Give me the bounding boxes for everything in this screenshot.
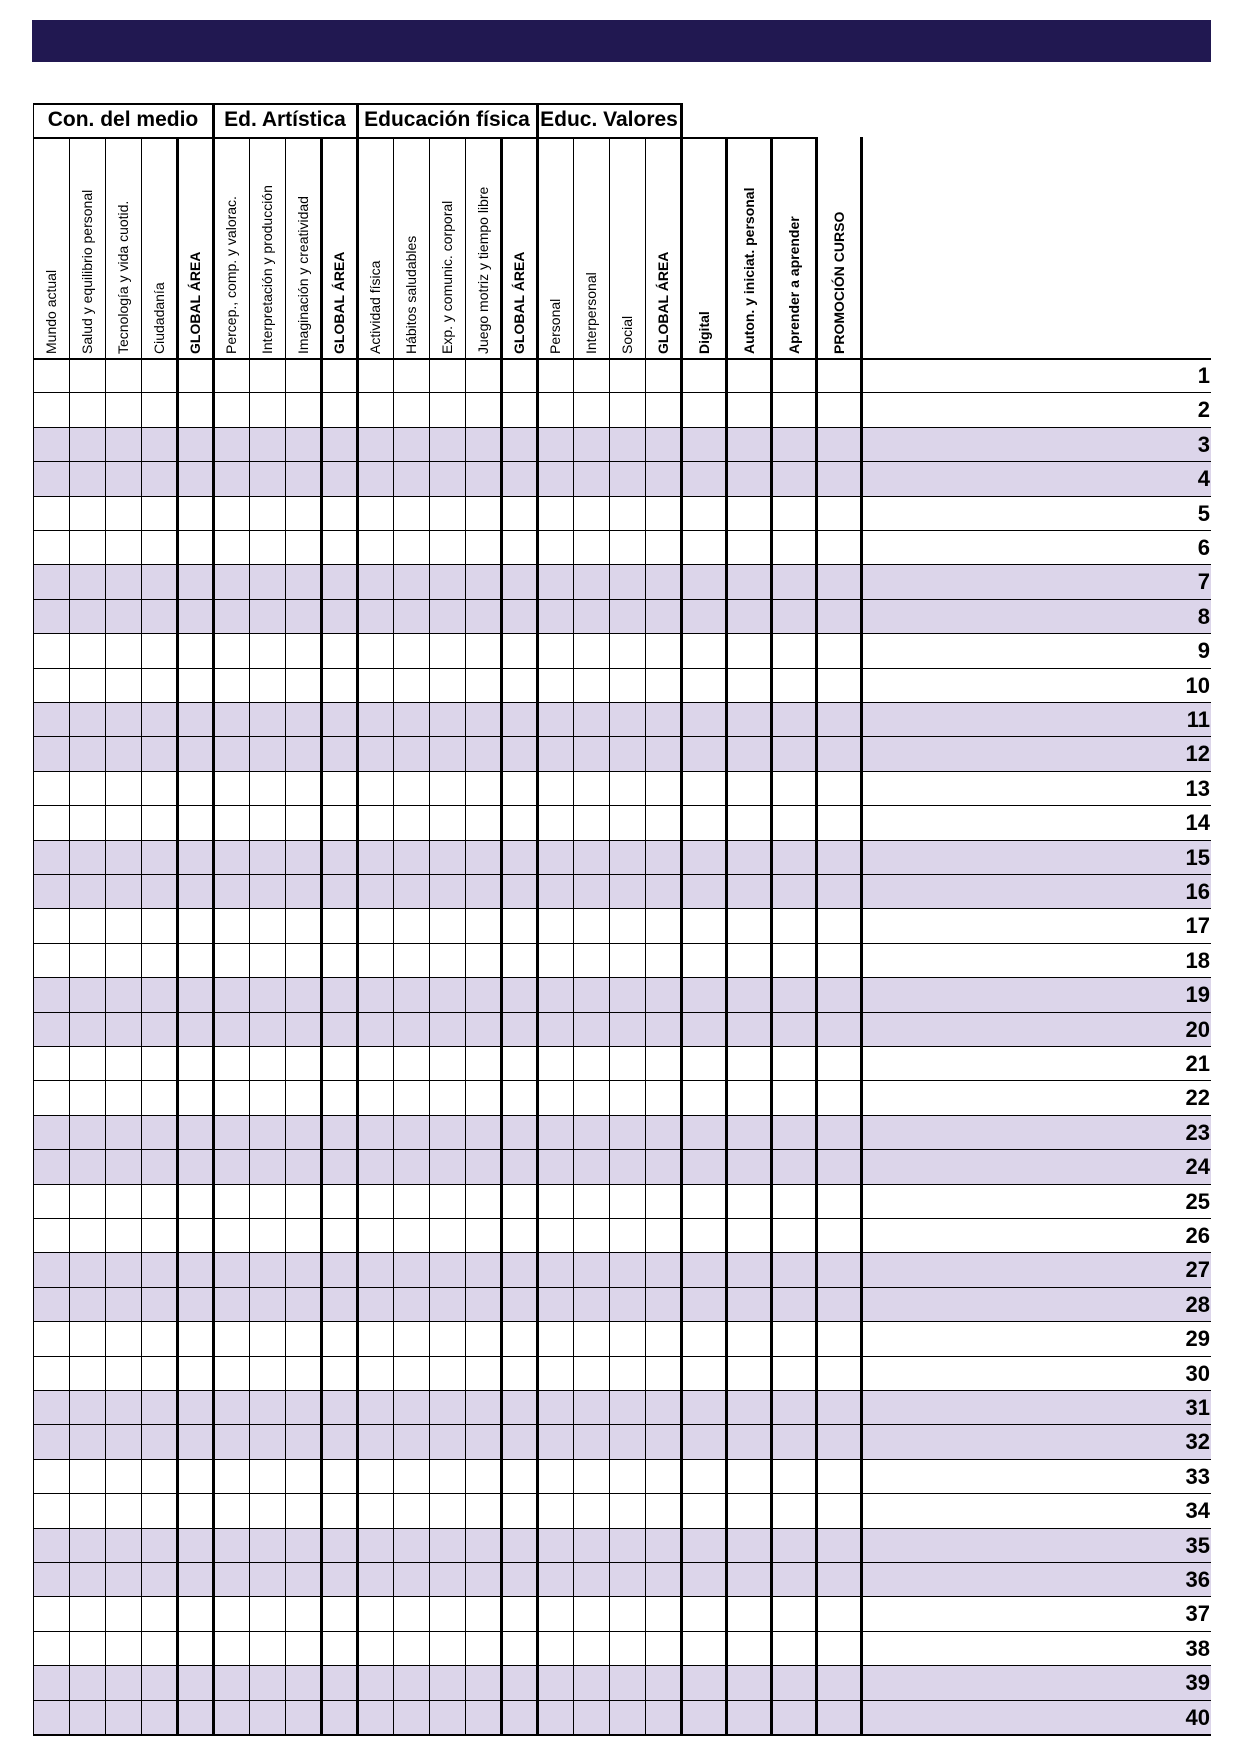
row-number: 22 bbox=[1185, 1085, 1210, 1111]
column-header: GLOBAL ÁREA bbox=[655, 251, 671, 354]
grid-line bbox=[33, 496, 1211, 497]
grid-line bbox=[33, 137, 816, 139]
column-header: Salud y equilibrio personal bbox=[79, 189, 95, 354]
row-band bbox=[33, 1149, 1211, 1183]
row-number: 9 bbox=[1197, 638, 1210, 664]
row-band bbox=[33, 1700, 1211, 1734]
grid-line bbox=[860, 137, 863, 1734]
grid-line bbox=[33, 1665, 1211, 1666]
row-band bbox=[33, 599, 1211, 633]
row-band bbox=[33, 1390, 1211, 1424]
row-number: 29 bbox=[1185, 1326, 1210, 1352]
row-number: 21 bbox=[1185, 1051, 1210, 1076]
grid-line bbox=[33, 1115, 1211, 1116]
row-number: 17 bbox=[1185, 913, 1210, 939]
column-header: Social bbox=[619, 315, 635, 354]
grid-line bbox=[33, 103, 34, 1734]
row-band bbox=[33, 1528, 1211, 1562]
row-number: 18 bbox=[1185, 947, 1210, 973]
row-number: 19 bbox=[1185, 982, 1210, 1008]
grid-line bbox=[33, 461, 1211, 462]
grid-line bbox=[33, 1390, 1211, 1391]
row-number: 35 bbox=[1185, 1532, 1210, 1558]
row-band bbox=[33, 1012, 1211, 1046]
grid-line bbox=[536, 103, 539, 1734]
column-header: GLOBAL ÁREA bbox=[187, 251, 203, 354]
grid-line bbox=[33, 1528, 1211, 1529]
row-number: 7 bbox=[1197, 569, 1210, 595]
grid-line bbox=[33, 1562, 1211, 1563]
grid-line bbox=[33, 702, 1211, 703]
column-header: Interpersonal bbox=[583, 272, 599, 354]
row-number: 37 bbox=[1185, 1601, 1210, 1627]
grid-line bbox=[176, 137, 179, 1734]
grid-line bbox=[33, 1321, 1211, 1322]
grid-line bbox=[33, 530, 1211, 531]
row-band bbox=[33, 461, 1211, 495]
row-band bbox=[33, 1115, 1211, 1149]
grid-line bbox=[212, 103, 215, 1734]
grid-line bbox=[815, 137, 818, 1734]
column-header: Tecnología y vida cuotid. bbox=[115, 200, 131, 354]
row-number: 28 bbox=[1185, 1291, 1210, 1317]
row-number: 11 bbox=[1186, 707, 1210, 732]
grid-line bbox=[69, 137, 70, 1734]
grid-line bbox=[33, 977, 1211, 978]
grid-line bbox=[33, 599, 1211, 600]
grid-line bbox=[33, 1356, 1211, 1357]
grid-line bbox=[33, 1149, 1211, 1150]
grid-line bbox=[33, 1012, 1211, 1013]
category-title: Ed. Artística bbox=[224, 108, 346, 131]
grid-line bbox=[680, 103, 683, 1734]
grid-line bbox=[141, 137, 142, 1734]
grid-line bbox=[393, 137, 394, 1734]
column-header: Imaginación y creatividad bbox=[295, 196, 311, 354]
grid-line bbox=[33, 392, 1211, 393]
row-number: 39 bbox=[1185, 1670, 1210, 1696]
grid-line bbox=[465, 137, 466, 1734]
grid-line bbox=[33, 1459, 1211, 1460]
column-header: Actividad física bbox=[367, 260, 383, 354]
row-number: 4 bbox=[1197, 466, 1210, 492]
grid-line bbox=[33, 1184, 1211, 1185]
column-header: Digital bbox=[695, 311, 712, 354]
grid-line bbox=[33, 358, 1211, 360]
grid-line bbox=[33, 908, 1211, 909]
grid-line bbox=[33, 874, 1211, 875]
row-number: 16 bbox=[1185, 879, 1210, 904]
column-header: Ciudadanía bbox=[151, 282, 167, 354]
row-number: 40 bbox=[1185, 1704, 1210, 1730]
category-title: Educ. Valores bbox=[540, 108, 678, 131]
grid-line bbox=[33, 736, 1211, 737]
grid-line bbox=[33, 1631, 1211, 1632]
category-title: Educación física bbox=[364, 108, 530, 131]
column-header: GLOBAL ÁREA bbox=[511, 251, 527, 354]
grid-line bbox=[770, 137, 773, 1734]
row-number: 34 bbox=[1185, 1498, 1210, 1524]
row-band bbox=[33, 1287, 1211, 1321]
row-number: 15 bbox=[1185, 844, 1210, 870]
row-number: 25 bbox=[1185, 1188, 1210, 1214]
column-header: Interpretación y producción bbox=[259, 185, 275, 354]
row-band bbox=[33, 427, 1211, 461]
row-number: 3 bbox=[1197, 431, 1210, 457]
grid-line bbox=[33, 1493, 1211, 1494]
grid-line bbox=[33, 805, 1211, 806]
row-band bbox=[33, 1665, 1211, 1699]
grid-line bbox=[33, 1424, 1211, 1425]
row-number: 23 bbox=[1185, 1119, 1210, 1145]
grid-line bbox=[33, 427, 1211, 428]
row-number: 1 bbox=[1197, 363, 1210, 388]
row-band bbox=[33, 977, 1211, 1011]
grid-line bbox=[33, 1080, 1211, 1081]
grid-line bbox=[500, 137, 503, 1734]
column-header: Aprender a aprender bbox=[785, 216, 802, 354]
column-header: GLOBAL ÁREA bbox=[331, 251, 347, 354]
row-band bbox=[33, 702, 1211, 736]
row-number: 12 bbox=[1185, 741, 1210, 767]
row-band bbox=[33, 1424, 1211, 1458]
row-number: 20 bbox=[1185, 1016, 1210, 1042]
row-number: 36 bbox=[1185, 1567, 1210, 1592]
row-number: 30 bbox=[1185, 1360, 1210, 1386]
row-band bbox=[33, 1562, 1211, 1596]
column-header: Percep., comp. y valorac. bbox=[223, 196, 239, 354]
grid-line bbox=[609, 137, 610, 1734]
row-number: 33 bbox=[1185, 1463, 1210, 1489]
grid-line bbox=[33, 1046, 1211, 1047]
row-band bbox=[33, 874, 1211, 908]
row-number: 10 bbox=[1185, 672, 1210, 698]
grid-line bbox=[429, 137, 430, 1734]
grid-line bbox=[33, 633, 1211, 634]
grid-line bbox=[249, 137, 250, 1734]
row-number: 14 bbox=[1185, 810, 1210, 836]
row-band bbox=[33, 840, 1211, 874]
grid-line bbox=[33, 771, 1211, 772]
row-number: 27 bbox=[1185, 1257, 1210, 1283]
grid-line bbox=[725, 137, 728, 1734]
grid-line bbox=[33, 1252, 1211, 1253]
row-number: 26 bbox=[1185, 1223, 1210, 1248]
row-number: 24 bbox=[1185, 1154, 1210, 1180]
row-band bbox=[33, 736, 1211, 770]
row-number: 32 bbox=[1185, 1429, 1210, 1455]
grid-line bbox=[33, 1734, 1211, 1736]
column-header: Juego motriz y tiempo libre bbox=[475, 186, 491, 354]
column-header: Mundo actual bbox=[43, 269, 59, 354]
grid-line bbox=[320, 137, 323, 1734]
grid-line bbox=[356, 103, 359, 1734]
category-title: Con. del medio bbox=[47, 108, 199, 131]
row-number: 8 bbox=[1197, 603, 1210, 629]
grid-line bbox=[33, 1287, 1211, 1288]
row-number: 5 bbox=[1197, 500, 1210, 526]
grid-line bbox=[33, 1218, 1211, 1219]
grid-line bbox=[573, 137, 574, 1734]
row-number: 6 bbox=[1197, 535, 1210, 560]
column-header: PROMOCIÓN CURSO bbox=[830, 211, 847, 354]
column-header: Personal bbox=[547, 298, 563, 354]
grid-line bbox=[33, 943, 1211, 944]
grid-line bbox=[105, 137, 106, 1734]
grid-line bbox=[645, 137, 646, 1734]
row-band bbox=[33, 1252, 1211, 1286]
row-number: 31 bbox=[1185, 1395, 1210, 1420]
grid-line bbox=[33, 1596, 1211, 1597]
row-number: 2 bbox=[1197, 397, 1210, 423]
row-number: 38 bbox=[1185, 1635, 1210, 1661]
column-header: Hábitos saludables bbox=[403, 235, 419, 354]
grid-line bbox=[33, 1700, 1211, 1701]
column-header: Auton. y iniciat. personal bbox=[740, 187, 757, 354]
grid-line bbox=[285, 137, 286, 1734]
row-number: 13 bbox=[1185, 775, 1210, 801]
grid-line bbox=[33, 564, 1211, 565]
column-header: Exp. y comunic. corporal bbox=[439, 200, 455, 354]
grid-line bbox=[33, 840, 1211, 841]
grid-line bbox=[33, 668, 1211, 669]
row-band bbox=[33, 564, 1211, 598]
